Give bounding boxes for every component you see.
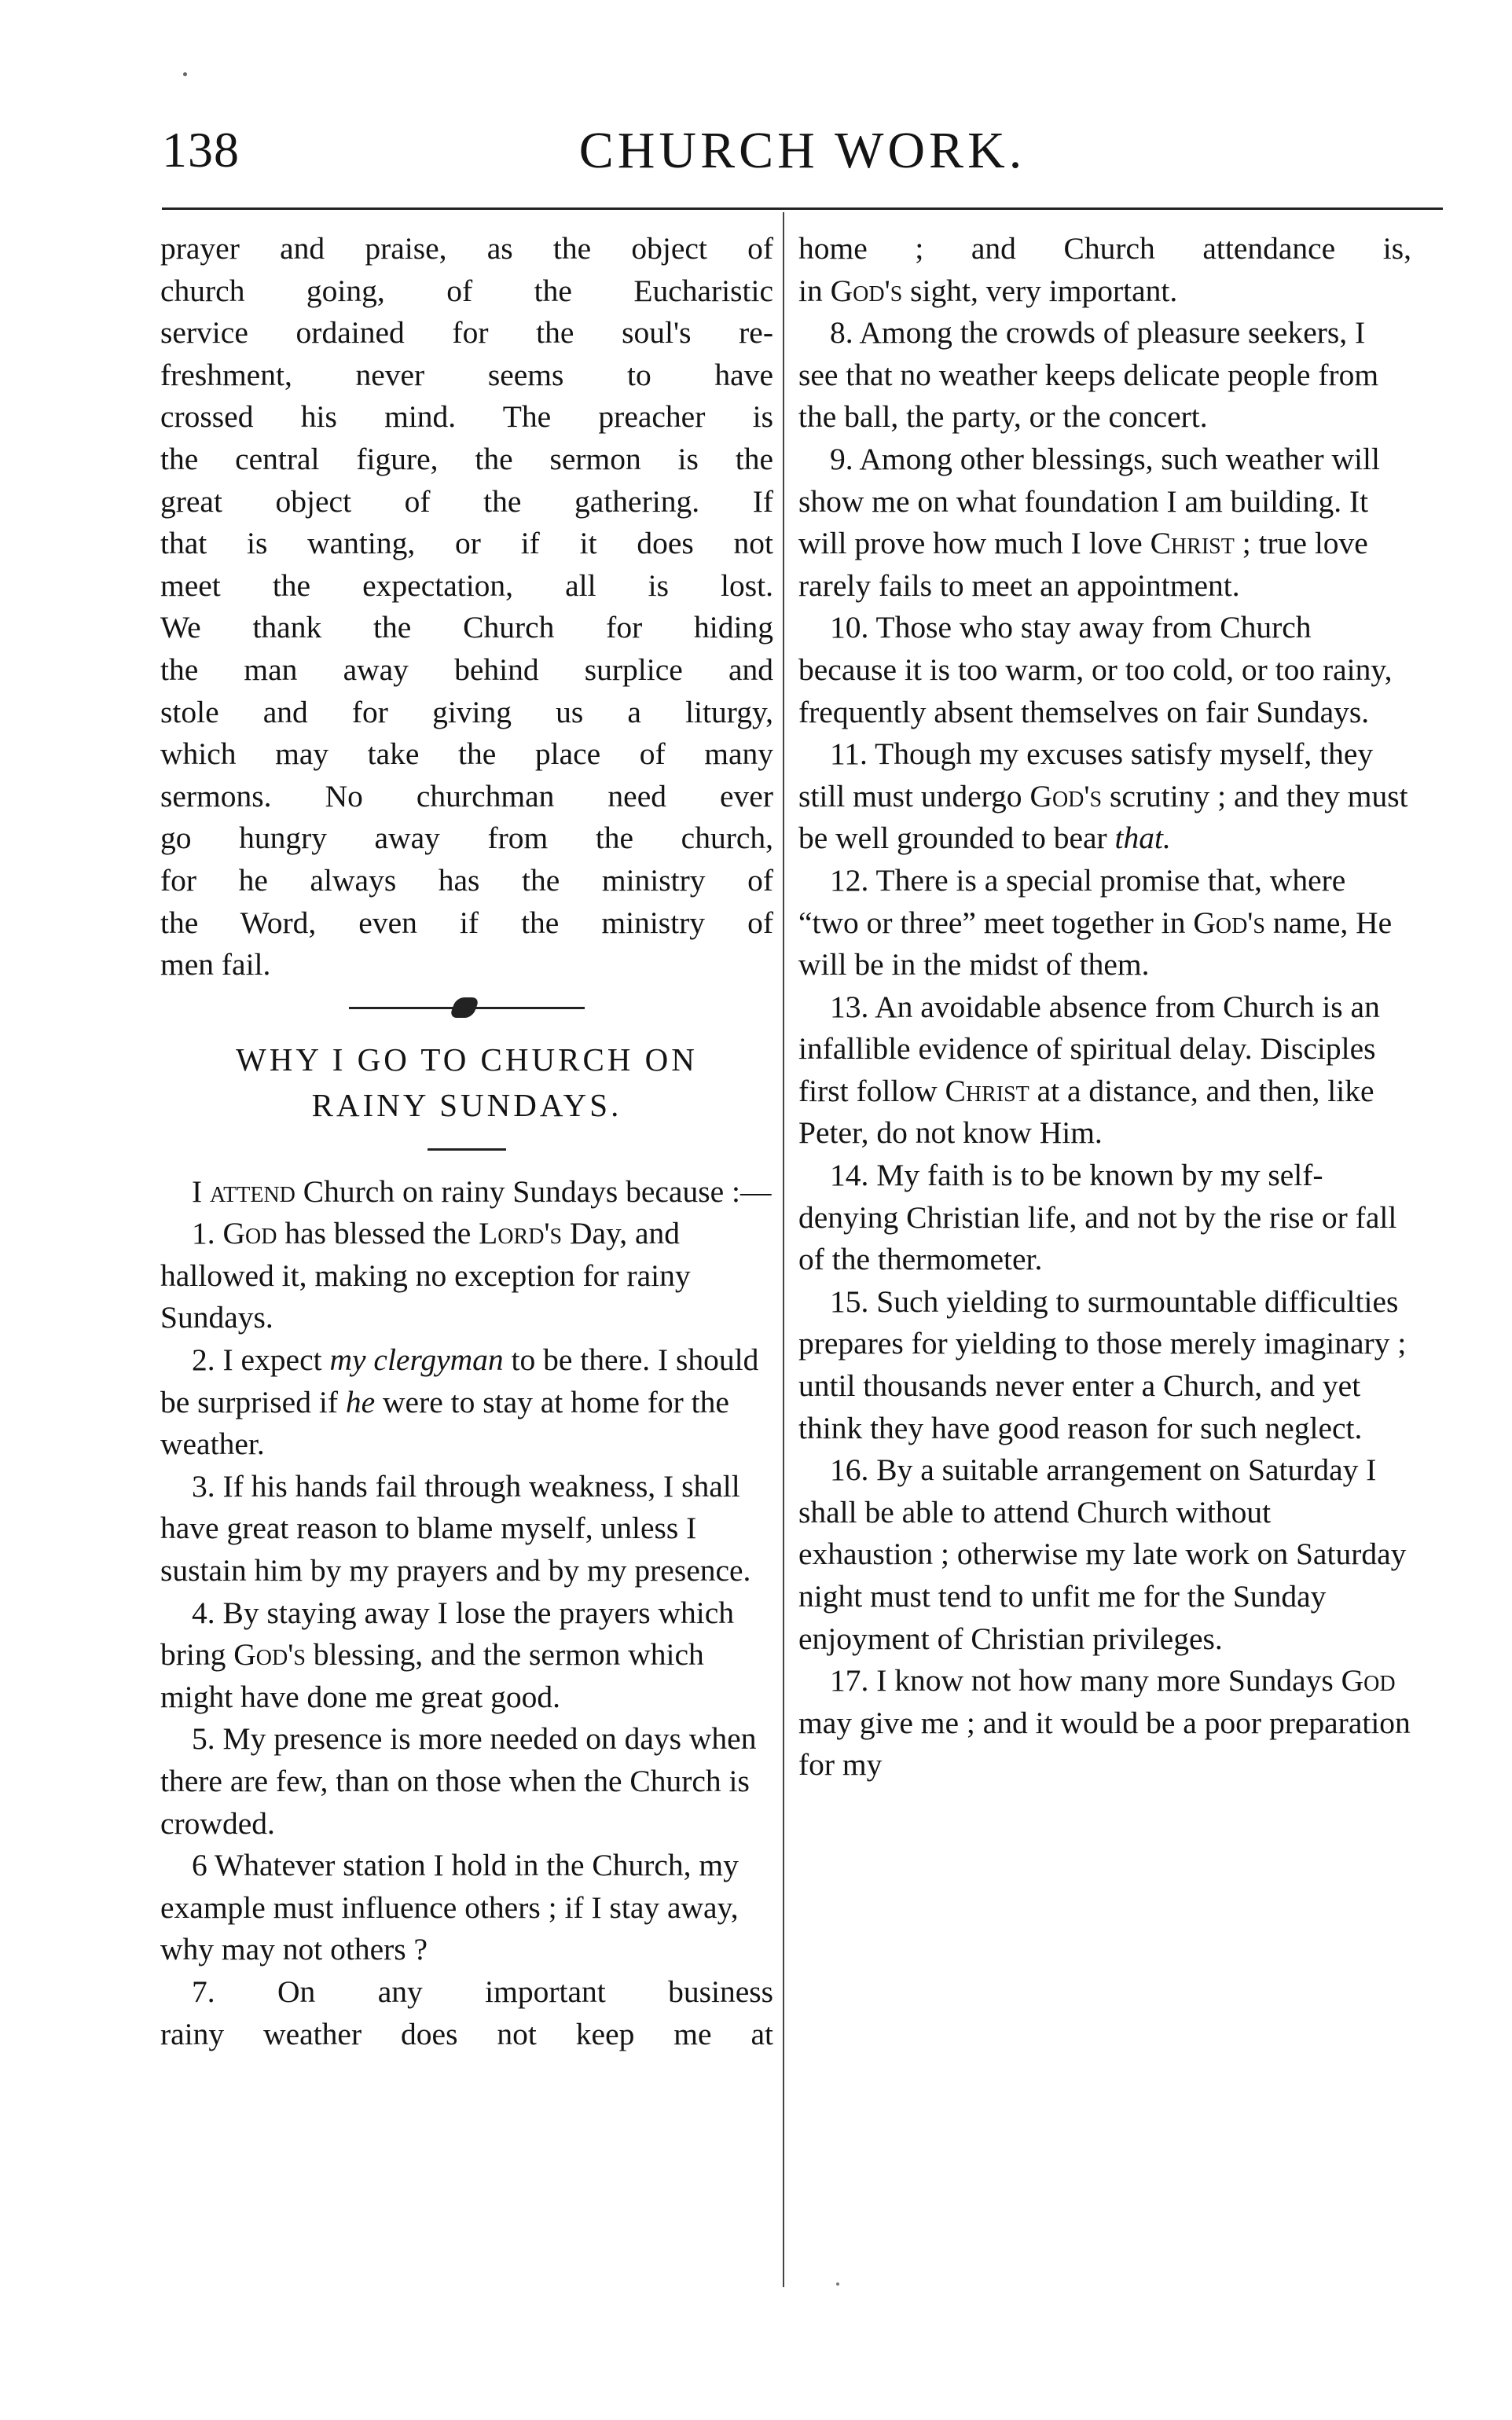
running-title: CHURCH WORK. bbox=[578, 122, 1026, 179]
intro-paragraph: I attend Church on rainy Sundays because :— bbox=[192, 1173, 772, 1209]
continued-text-line: for he always has the ministry of bbox=[160, 862, 773, 898]
list-item: 14. My faith is to be known by my self-denying Christian life, and not by the rise or fall of the thermometer. bbox=[798, 1158, 1397, 1277]
continued-text-line: great object of the gathering. If bbox=[160, 483, 773, 519]
list-item: 5. My presence is more needed on days when there are few, than on those when the Church is crowded. bbox=[160, 1721, 757, 1841]
page-header bbox=[162, 110, 1443, 204]
continued-text-line: in God's sight, very important. bbox=[798, 273, 1178, 308]
list-item: 8. Among the crowds of pleasure seekers, I see that no weather keeps delicate people from the ball, the party, or the concert. bbox=[798, 315, 1379, 435]
continued-text-line: freshment, never seems to have bbox=[160, 357, 773, 392]
list-item: 6 Whatever station I hold in the Church, my example must influence others ; if I stay away, why may not others ? bbox=[160, 1848, 739, 1967]
continued-text-line: go hungry away from the church, bbox=[160, 821, 773, 856]
print-speck bbox=[836, 2282, 839, 2286]
continued-text-line: the Word, even if the ministry of bbox=[160, 905, 773, 940]
list-item: 3. If his hands fail through weakness, I shall have great reason to blame myself, unless I sustain him by my prayers and by my presence. bbox=[160, 1468, 751, 1588]
left-column bbox=[160, 228, 773, 2055]
continued-text-line: men fail. bbox=[160, 947, 271, 982]
list-item: 15. Such yielding to surmountable difficulties prepares for yielding to those merely imaginary ; until thousands never enter a Church, and yet think they have good reason for such neglect. bbox=[798, 1283, 1407, 1445]
continued-text-line: church going, of the Eucharistic bbox=[160, 273, 773, 308]
page-number: 138 bbox=[162, 122, 240, 178]
list-item: 10. Those who stay away from Church because it is too warm, or too cold, or too rainy, frequently absent themselves on fair Sundays. bbox=[798, 610, 1393, 729]
continued-text-line: crossed his mind. The preacher is bbox=[160, 399, 773, 435]
continued-text-line: the central figure, the sermon is the bbox=[160, 441, 773, 476]
continued-text-line: prayer and praise, as the object of bbox=[160, 231, 773, 266]
right-column bbox=[798, 228, 1411, 1787]
column-divider bbox=[783, 212, 784, 2287]
list-item: 4. By staying away I lose the prayers which bring God's blessing, and the sermon which might have done me great good. bbox=[160, 1595, 734, 1714]
list-item: 1. God has blessed the Lord's Day, and hallowed it, making no exception for rainy Sundays. bbox=[160, 1216, 691, 1335]
intro-small-caps: I attend bbox=[192, 1173, 295, 1209]
continued-text-line: home ; and Church attendance is, bbox=[798, 231, 1411, 266]
continued-text-line: stole and for giving us a liturgy, bbox=[160, 694, 773, 729]
list-item: 9. Among other blessings, such weather will show me on what foundation I am building. It will prove how much I love Christ ; true love rarely fails to meet an appointment. bbox=[798, 441, 1380, 603]
list-item: 16. By a suitable arrangement on Saturday I shall be able to attend Church without exhaustion ; otherwise my late work on Saturday night must tend to unfit me for the Sunday enjoyment of Christian privileges. bbox=[798, 1452, 1407, 1656]
article-title: WHY I GO TO CHURCH ON bbox=[236, 1041, 698, 1078]
ornament-flourish bbox=[449, 997, 479, 1018]
list-item: 2. I expect my clergyman to be there. I should be surprised if he were to stay at home for the weather. bbox=[160, 1342, 759, 1462]
section-ornament bbox=[160, 986, 773, 1037]
list-item: 17. I know not how many more Sundays God may give me ; and it would be a poor preparation for my bbox=[798, 1663, 1411, 1783]
print-speck bbox=[183, 72, 187, 76]
continued-text-line: We thank the Church for hiding bbox=[160, 610, 773, 645]
continued-text-line: which may take the place of many bbox=[160, 736, 773, 772]
article-title: RAINY SUNDAYS. bbox=[311, 1086, 622, 1123]
continued-text-line: meet the expectation, all is lost. bbox=[160, 567, 773, 603]
header-rule bbox=[162, 207, 1443, 210]
list-item: 7. On any important business bbox=[192, 1974, 773, 2009]
continued-text-line: that is wanting, or if it does not bbox=[160, 526, 773, 561]
continued-text-line: sermons. No churchman need ever bbox=[160, 778, 773, 813]
continued-text-line: service ordained for the soul's re- bbox=[160, 315, 773, 351]
list-item: 11. Though my excuses satisfy myself, they still must undergo God's scrutiny ; and they must be well grounded to bear that. bbox=[798, 736, 1408, 856]
list-item-continued: rainy weather does not keep me at bbox=[160, 2016, 773, 2051]
list-item: 12. There is a special promise that, where “two or three” meet together in God's name, He will be in the midst of them. bbox=[798, 862, 1393, 982]
title-rule bbox=[428, 1148, 506, 1151]
list-item: 13. An avoidable absence from Church is an infallible evidence of spiritual delay. Disciples first follow Christ at a distance, and then, like Peter, do not know Him. bbox=[798, 989, 1380, 1151]
continued-text-line: the man away behind surplice and bbox=[160, 652, 773, 687]
